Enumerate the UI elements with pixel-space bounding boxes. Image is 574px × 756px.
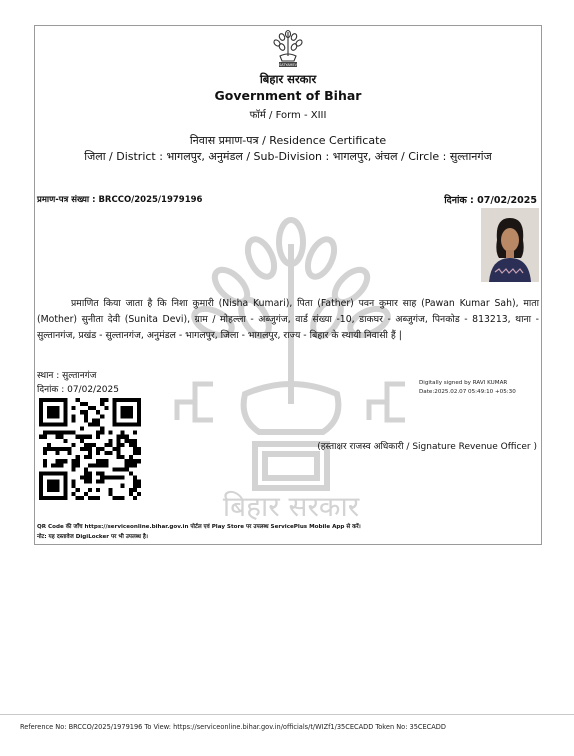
bodhi-tree-emblem-icon: [173, 214, 409, 524]
digital-signature: [419, 379, 516, 397]
qr-verify-note: QR Code की जाँच https://serviceonline.bihar.gov.in पोर्टल एवं Play Store पर उपलब्ध ServicePlus Mobile App से करें।: [37, 524, 361, 530]
certificate-date: दिनांक : 07/02/2025: [444, 195, 537, 206]
certificate-page: [34, 25, 542, 545]
footer-divider: [0, 714, 574, 715]
reference-line: Reference No: BRCCO/2025/1979196 To View: https://serviceonline.bihar.gov.in/officials/t/WIZf1/35CECADD Token No: 35CECADD: [20, 723, 446, 731]
digilocker-note: नोट: यह दस्तावेज DigiLocker पर भी उपलब्ध है।: [37, 534, 148, 540]
emblem-caption: SATYAMEV: [279, 63, 297, 68]
bihar-emblem-icon: [267, 28, 309, 70]
signature-date: Date:2025.02.07 05:49:10 +05:30: [419, 389, 516, 395]
form-number: फॉर्म / Form - XIII: [249, 110, 327, 121]
place-date: दिनांक : 07/02/2025: [37, 385, 119, 395]
signature-officer: (हस्ताक्षर राजस्व अधिकारी / Signature Revenue Officer ): [317, 442, 537, 452]
state-name-hindi: बिहार सरकार: [259, 72, 317, 86]
applicant-photo: [481, 208, 539, 282]
watermark-text: बिहार सरकार: [222, 490, 360, 523]
signature-signer: Digitally signed by RAVI KUMAR: [419, 380, 508, 386]
certificate-number: प्रमाण-पत्र संख्या : BRCCO/2025/1979196: [37, 195, 203, 205]
district-line: जिला / District : भागलपुर, अनुमंडल / Sub-Division : भागलपुर, अंचल / Circle : सुल्तानगंज: [84, 150, 492, 163]
certificate-body: प्रमाणित किया जाता है कि निशा कुमारी (Nisha Kumari), पिता (Father) पवन कुमार साह (Pawan Kumar Sah), माता (Mother) सुनीता देवी (Sunita Devi), ग्राम / मोहल्ला - अब्जुगंज, वार्ड संख्या -10, डाकघर - अब्जुगंज, पिनकोड - 813213, थाना - सुल्तानगंज, प्रखंड - सुल्तानगंज, अनुमंडल - भागलपुर, जिला - भागलपुर, राज्य - बिहार के स्थायी निवासी हैं |: [37, 298, 539, 341]
state-name-english: Government of Bihar: [214, 88, 362, 103]
qr-code-icon: [39, 398, 141, 500]
certificate-title: निवास प्रमाण-पत्र / Residence Certificate: [189, 134, 387, 147]
place-label: स्थान : सुल्तानगंज: [37, 371, 97, 381]
